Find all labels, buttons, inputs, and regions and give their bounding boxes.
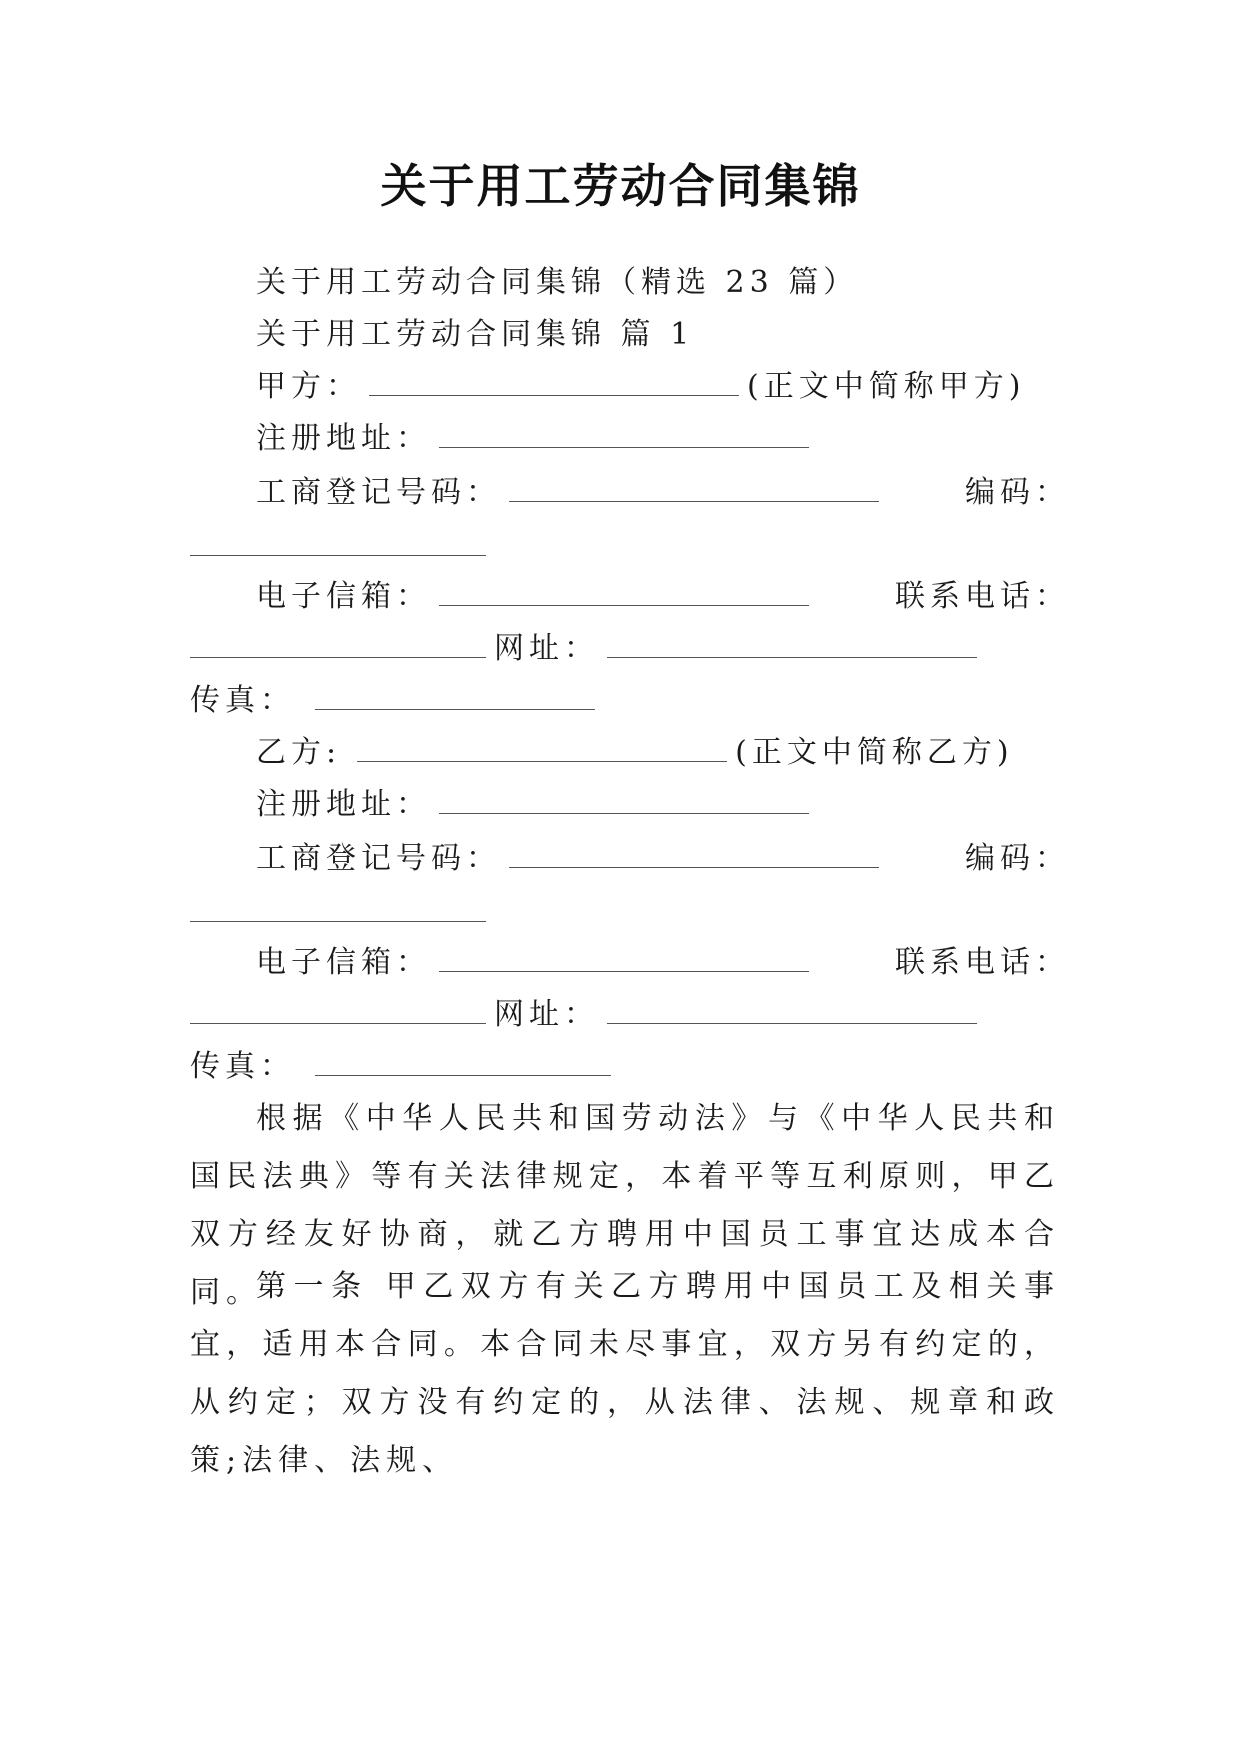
party-a-fax-row xyxy=(190,676,1070,726)
party-b-code-row xyxy=(190,888,1070,938)
party-b-name-row xyxy=(190,728,1070,778)
party-a-name-row xyxy=(190,362,1070,412)
party-b-reg-label: 工商登记号码： xyxy=(256,841,501,876)
document-title: 关于用工劳动合同集锦 xyxy=(380,159,861,213)
party-b-reg-blank[interactable] xyxy=(509,837,879,868)
party-b-name-suffix: (正文中简称乙方) xyxy=(735,735,1014,770)
party-a-phone-website-row xyxy=(190,624,1070,674)
party-b-address-blank[interactable] xyxy=(439,783,809,814)
party-a-reg-blank[interactable] xyxy=(509,471,879,502)
party-a-address-row xyxy=(190,414,1070,464)
party-a-email-row xyxy=(190,572,1070,622)
body-paragraph-article-1: 第一条 甲乙双方有关乙方聘用中国员工及相关事宜，适用本合同。本合同未尽事宜，双方另有约定的，从约定；双方没有约定的，从法律、法规、规章和政策;法律、法规、 xyxy=(190,1269,1060,1478)
section-heading: 关于用工劳动合同集锦 篇 1 xyxy=(256,317,695,352)
party-a-code-blank[interactable] xyxy=(190,525,486,556)
party-b-reg-row xyxy=(190,834,1070,884)
party-a-address-blank[interactable] xyxy=(439,417,809,448)
party-a-name-suffix: (正文中简称甲方) xyxy=(747,369,1026,404)
party-b-phone-label: 联系电话： xyxy=(895,945,1070,980)
document-subtitle: 关于用工劳动合同集锦（精选 23 篇） xyxy=(256,265,859,300)
party-b-website-blank[interactable] xyxy=(607,993,977,1024)
party-b-name-label: 乙方: xyxy=(256,735,342,770)
party-b-email-row xyxy=(190,938,1070,988)
party-b-code-label: 编码： xyxy=(965,841,1070,876)
party-b-code-blank[interactable] xyxy=(190,891,486,922)
party-a-address-label: 注册地址： xyxy=(256,421,431,456)
party-a-fax-label: 传真： xyxy=(190,683,295,718)
party-a-email-label: 电子信箱： xyxy=(256,579,431,614)
party-a-phone-label: 联系电话： xyxy=(895,579,1070,614)
party-b-phone-blank[interactable] xyxy=(190,993,486,1024)
party-a-website-label: 网址： xyxy=(494,631,599,666)
party-b-website-label: 网址： xyxy=(494,997,599,1032)
party-b-address-row xyxy=(190,780,1070,830)
party-a-website-blank[interactable] xyxy=(607,627,977,658)
party-a-name-blank[interactable] xyxy=(369,365,739,396)
party-b-address-label: 注册地址： xyxy=(256,787,431,822)
party-b-fax-label: 传真： xyxy=(190,1049,295,1084)
party-a-code-row xyxy=(190,522,1070,572)
party-b-fax-blank[interactable] xyxy=(315,1045,611,1076)
body-paragraph-intro: 根据《中华人民共和国劳动法》与《中华人民共和国民法典》等有关法律规定，本着平等互利原则，甲乙双方经友好协商，就乙方聘用中国员工事宜达成本合同。 xyxy=(190,1101,1060,1310)
party-a-reg-label: 工商登记号码： xyxy=(256,475,501,510)
party-a-name-label: 甲方： xyxy=(256,369,361,404)
party-a-email-blank[interactable] xyxy=(439,575,809,606)
party-b-email-label: 电子信箱： xyxy=(256,945,431,980)
party-b-phone-website-row xyxy=(190,990,1070,1040)
party-a-fax-blank[interactable] xyxy=(315,679,595,710)
party-b-fax-row xyxy=(190,1042,1070,1092)
party-b-name-blank[interactable] xyxy=(357,731,727,762)
party-b-email-blank[interactable] xyxy=(439,941,809,972)
party-a-phone-blank[interactable] xyxy=(190,627,486,658)
party-a-code-label: 编码： xyxy=(965,475,1070,510)
party-a-reg-row xyxy=(190,468,1070,518)
